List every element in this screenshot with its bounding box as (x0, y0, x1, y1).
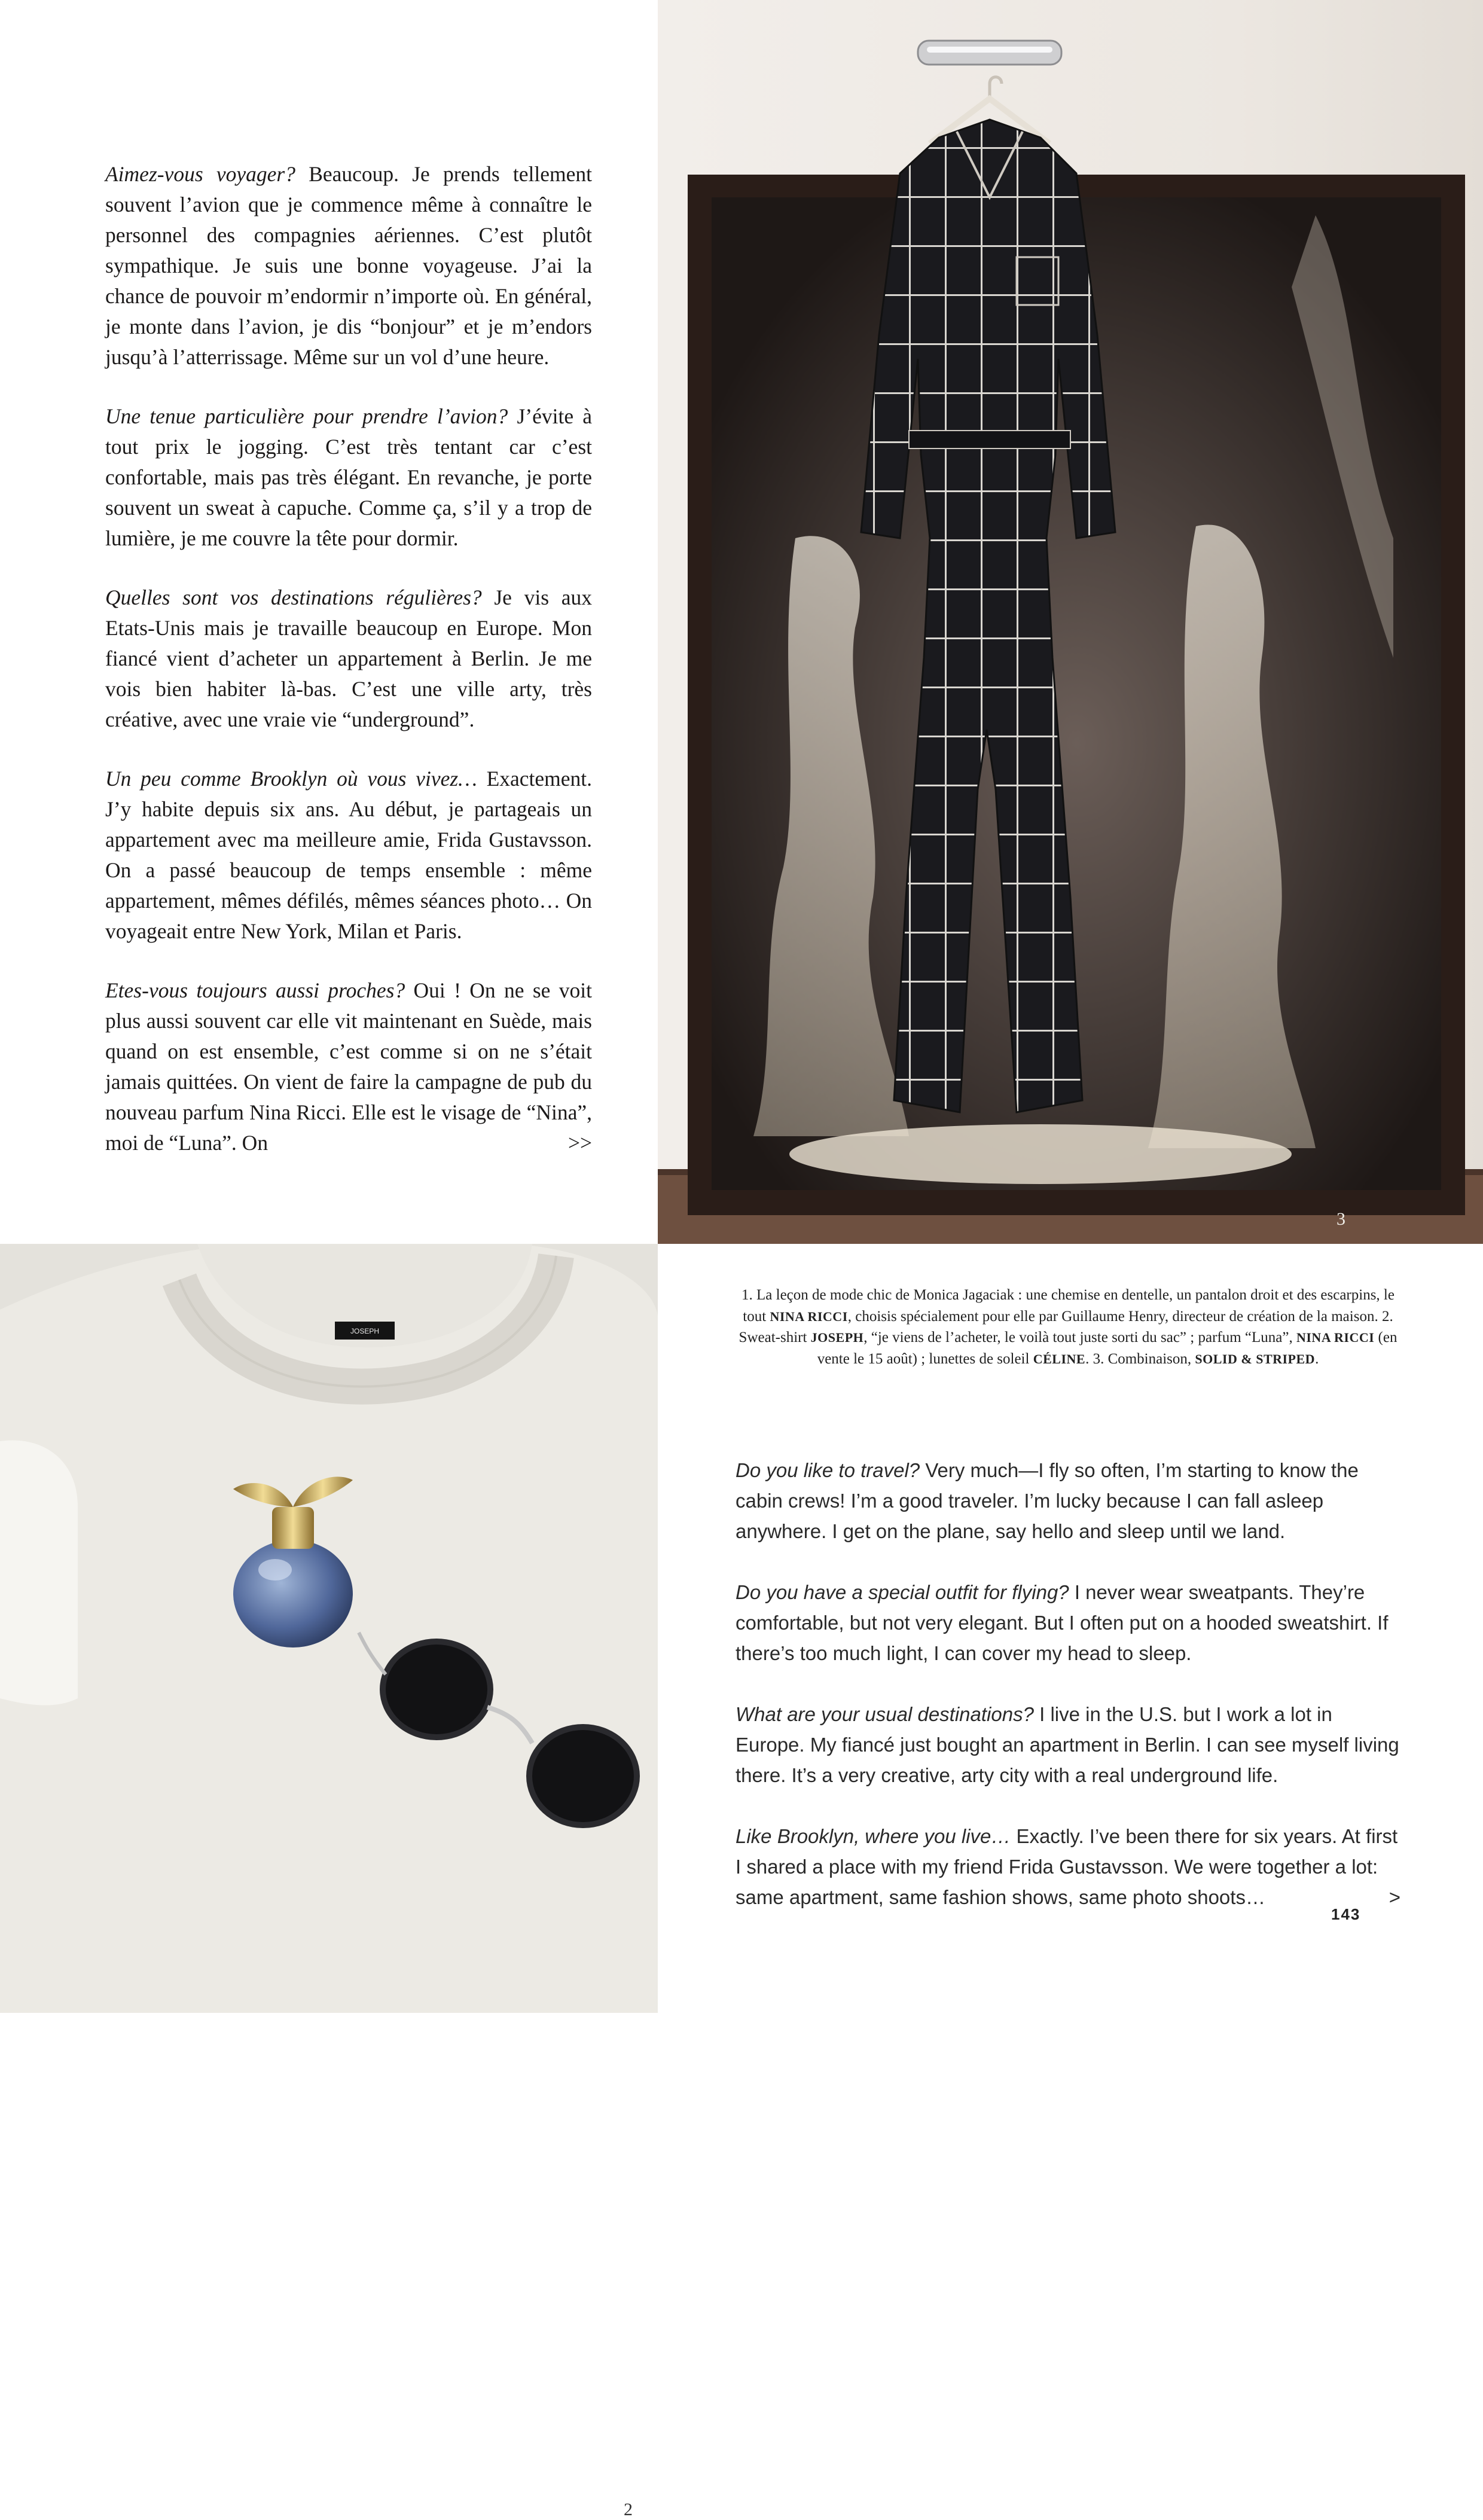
en-paragraph: What are your usual destinations? I live in the U.S. but I work a lot in Europe. My fiancé just bought an apartment in Berlin. I can see myself living there. It’s a very creative, arty city with a real underground life. (736, 1703, 1399, 1786)
continue-arrow: > (1389, 1886, 1400, 1908)
en-paragraph: Like Brooklyn, where you live… Exactly. I’ve been there for six years. At first I shared a place with my friend Frida Gustavsson. We were together a lot: same apartment, same fashion shows, same photo shoots… > (736, 1821, 1400, 1912)
fr-paragraph: Etes-vous toujours aussi proches? Oui ! On ne se voit plus aussi souvent car elle vit maintenant en Suède, mais quand on est ensemble, c’est comme si on ne s’était jamais quittées. On vient de faire la campagne de pub du nouveau parfum Nina Ricci. Elle est le visage de “Nina”, moi de “Luna”. On >> (105, 975, 592, 1158)
fr-paragraph: Aimez-vous voyager? Beaucoup. Je prends tellement souvent l’avion que je commence même à connaître le personnel des compagnies aériennes. C’est plutôt sympathique. Je suis une bonne voyageuse. J’ai la chance de pouvoir m’endormir n’importe où. En général, je monte dans l’avion, je dis “bonjour” et je m’endors jusqu’à l’atterrissage. Même sur un vol d’une heure. (105, 162, 592, 369)
caption-part: , choisis spécialement pour elle par Guillaume Henry, directeur de création de la maison. 2. Sweat-shirt (739, 1308, 1393, 1346)
continue-arrow: >> (567, 1131, 592, 1155)
en-paragraph: Do you like to travel? Very much—I fly so often, I’m starting to know the cabin crews! I’m a good traveler. I’m lucky because I can fall asleep anywhere. I get on the plane, say hello and sleep until we land. (736, 1459, 1359, 1542)
english-article-column (736, 1455, 1400, 1943)
jumpsuit-illustration (658, 0, 1483, 1244)
caption-part: (en vente le 15 août) ; lunettes de soleil (817, 1329, 1397, 1367)
fr-paragraph: Une tenue particulière pour prendre l’avion? J’évite à tout prix le jogging. C’est très tentant car c’est confortable, mais pas très élégant. En revanche, je porte souvent un sweat à capuche. Comme ça, s’il y a trop de lumière, je me couvre la tête pour dormir. (105, 404, 592, 550)
photo-caption (734, 1285, 1402, 1369)
fr-paragraph: Quelles sont vos destinations régulières? Je vis aux Etats-Unis mais je travaille beaucoup en Europe. Mon fiancé vient d’acheter un appartement à Berlin. Je me vois bien habiter là-bas. C’est une ville arty, très créative, avec une vraie vie “underground”. (105, 585, 592, 731)
caption-brand: NINA RICCI (1296, 1330, 1375, 1345)
caption-part: , “je viens de l’acheter, le voilà tout juste sorti du sac” ; parfum “Luna”, (863, 1329, 1296, 1346)
caption-part: . (1315, 1350, 1319, 1367)
photo-jumpsuit (658, 0, 1483, 1244)
caption-brand: SOLID & STRIPED (1195, 1351, 1316, 1366)
photo-sweatshirt-accessories (0, 1244, 658, 2519)
fr-paragraph: Un peu comme Brooklyn où vous vivez… Exactement. J’y habite depuis six ans. Au début, je partageais un appartement avec ma meilleure amie, Frida Gustavsson. On a passé beaucoup de temps ensemble : même appartement, mêmes défilés, mêmes séances photo… On voyageait entre New York, Milan et Paris. (105, 767, 592, 943)
caption-brand: CÉLINE (1033, 1351, 1086, 1366)
french-article-column (105, 159, 592, 1187)
brand-label-text: JOSEPH (350, 1327, 380, 1335)
caption-brand: JOSEPH (810, 1330, 864, 1345)
page-number: 143 (1331, 1905, 1361, 1923)
photo-number-2: 2 (624, 2500, 633, 2519)
caption-part: 1. La leçon de mode chic de Monica Jagaciak : une chemise en dentelle, un pantalon droit et des escarpins, le tout (742, 1287, 1394, 1325)
photo-number-3: 3 (1336, 1209, 1345, 1229)
caption-part: . 3. Combinaison, (1085, 1350, 1195, 1367)
accessories-illustration (0, 1244, 658, 2013)
caption-brand: NINA RICCI (770, 1308, 848, 1324)
en-paragraph: Do you have a special outfit for flying? I never wear sweatpants. They’re comfortable, but not very elegant. But I often put on a hooded sweatshirt. If there’s too much light, I can cover my head to sleep. (736, 1581, 1389, 1664)
